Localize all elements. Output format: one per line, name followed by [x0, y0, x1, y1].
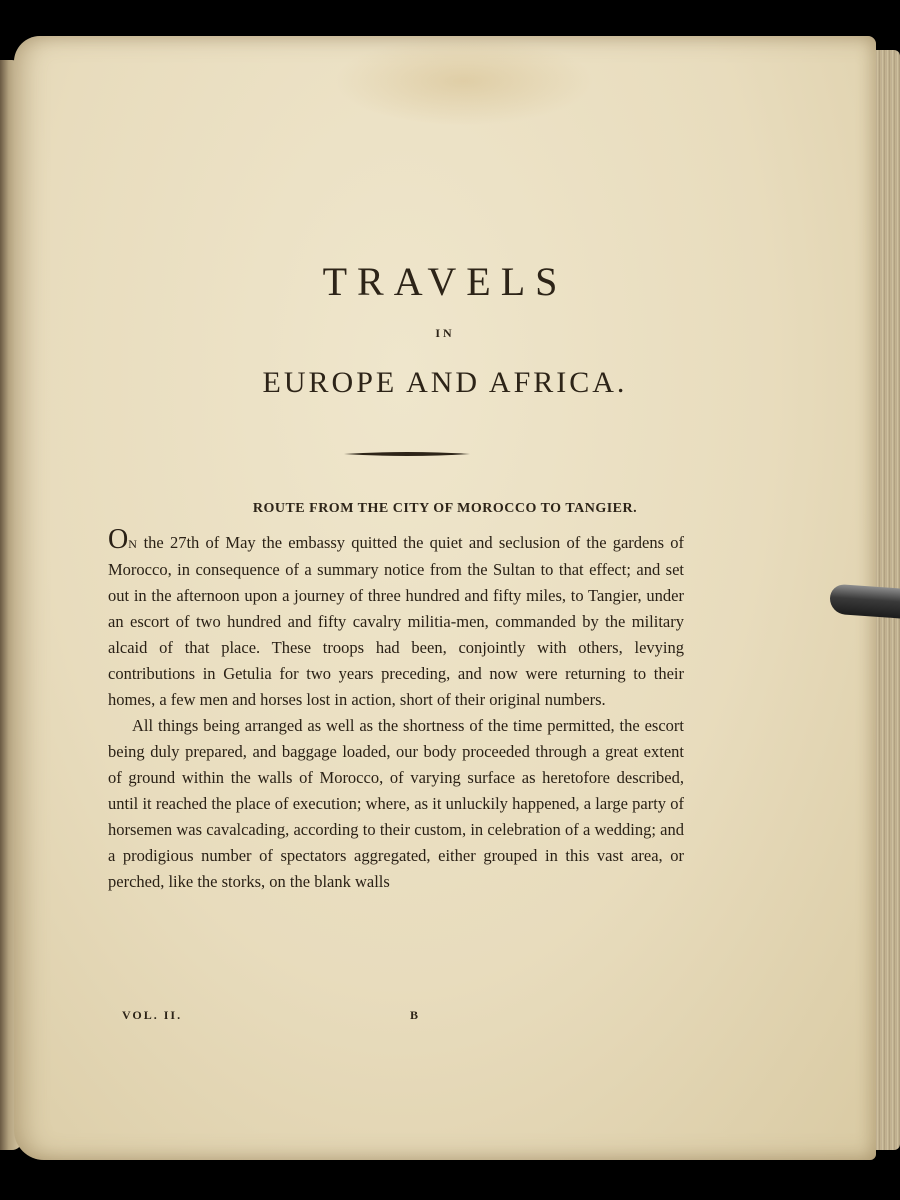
lead-letter: N [128, 537, 138, 551]
title-connector: IN [435, 326, 455, 340]
ornament-rule-icon [344, 448, 470, 460]
paragraph-1 [108, 524, 684, 713]
body-text [108, 524, 684, 895]
paragraph-2: All things being arranged as well as the shortness of the time permitted, the escort being duly prepared, and baggage loaded, our body proceeded through a great extent of ground within the walls of Morocco, of varying surface as heretofore described, until it reached the place of execution; where, as it unluckily happened, a large party of horsemen was cavalcading, according to their custom, in celebration of a wedding; and a prodigious number of spectators aggregated, either grouped in this vast area, or perched, like the storks, on the blank walls [108, 716, 684, 891]
page-subtitle: EUROPE AND AFRICA. [262, 366, 628, 399]
footer-volume: VOL. II. [122, 1008, 183, 1022]
book-page [14, 36, 876, 1160]
bookmark-clip [830, 584, 900, 619]
paragraph-1-text: the 27th of May the embassy quitted the quiet and seclusion of the gardens of Morocco, in consequence of a summary notice from the Sultan to that effect; and set out in the afternoon upon a journey of three hundred and fifty miles, to Tangier, under an escort of two hundred and fifty cavalry militia-men, commanded by the military alcaid of that place. These troops had been, conjointly with others, levying contributions in Getulia for two years preceding, and now were returning to their homes, a few men and horses lost in action, short of their original numbers. [108, 533, 684, 709]
drop-cap: O [108, 524, 129, 555]
page-title: TRAVELS [322, 259, 568, 304]
section-heading: ROUTE FROM THE CITY OF MOROCCO TO TANGIER. [252, 501, 638, 516]
footer-signature: B [410, 1008, 421, 1022]
